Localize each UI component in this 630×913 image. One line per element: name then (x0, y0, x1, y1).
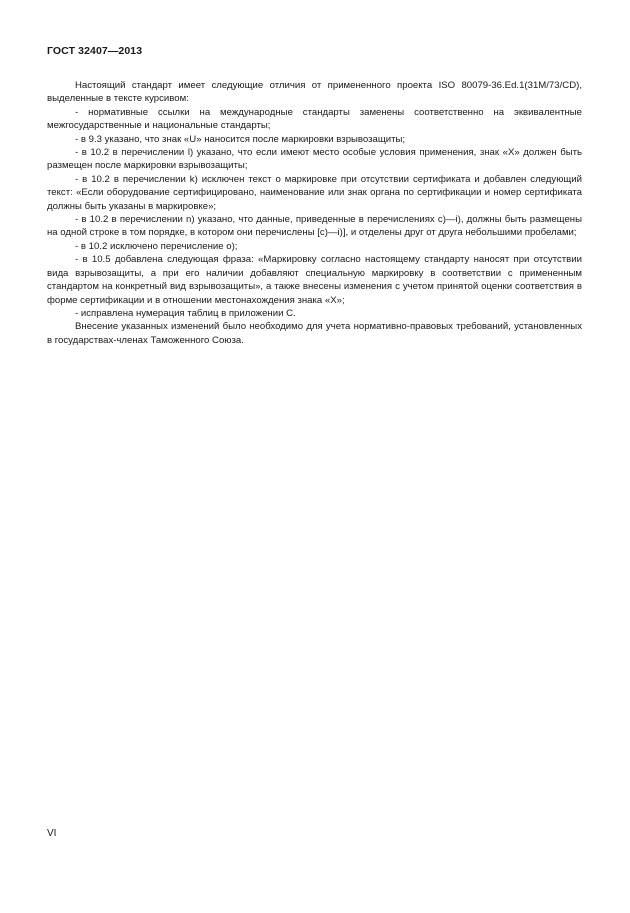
list-item: - нормативные ссылки на международные стандарты заменены соответственно на эквивалентные межгосударственные и национальные стандарты; (47, 106, 582, 132)
list-item: - в 10.2 исключено перечисление o); (75, 240, 238, 252)
list-item: - в 9.3 указано, что знак «U» наносится после маркировки взрывозащиты; (75, 133, 406, 145)
list-item: - в 10.5 добавлена следующая фраза: «Маркировку согласно настоящему стандарту наносят при отсутствии вида взрывозащиты, а при его наличии добавляют специальную маркировку в соответствии с примененным стандартом на конкретный вид взрывозащиты», а также внесены изменения с учетом принятой оценки соответствия в форме сертификации и в отношении местонахождения знака «X»; (47, 254, 582, 306)
closing-paragraph: Внесение указанных изменений было необходимо для учета нормативно-правовых требований, установленных в государствах-членах Таможенного Союза. (47, 321, 582, 346)
page-number: VI (47, 828, 57, 839)
list-item: - в 10.2 в перечислении n) указано, что данные, приведенные в перечислениях c)—i), должны быть размещены на одной строке в том порядке, в котором они перечислены [c)—i)], и отделены друг от друга небольшими пробелами; (47, 214, 582, 239)
document-body (47, 79, 582, 347)
document-header: ГОСТ 32407—2013 (47, 45, 143, 57)
list-item: - исправлена нумерация таблиц в приложении С. (75, 307, 296, 319)
intro-paragraph: Настоящий стандарт имеет следующие отличия от примененного проекта ISO 80079-36.Ed.1(31M/73/CD), выделенные в тексте курсивом: (47, 80, 582, 105)
list-item: - в 10.2 в перечислении l) указано, что если имеют место особые условия применения, знак «X» должен быть размещен после маркировки взрывозащиты; (47, 147, 582, 172)
list-item: - в 10.2 в перечислении k) исключен текст о маркировке при отсутствии сертификата и добавлен следующий текст: «Если оборудование сертифицировано, наименование или знак органа по сертификации и номер сертификата должны быть указаны в маркировке»; (47, 173, 582, 212)
